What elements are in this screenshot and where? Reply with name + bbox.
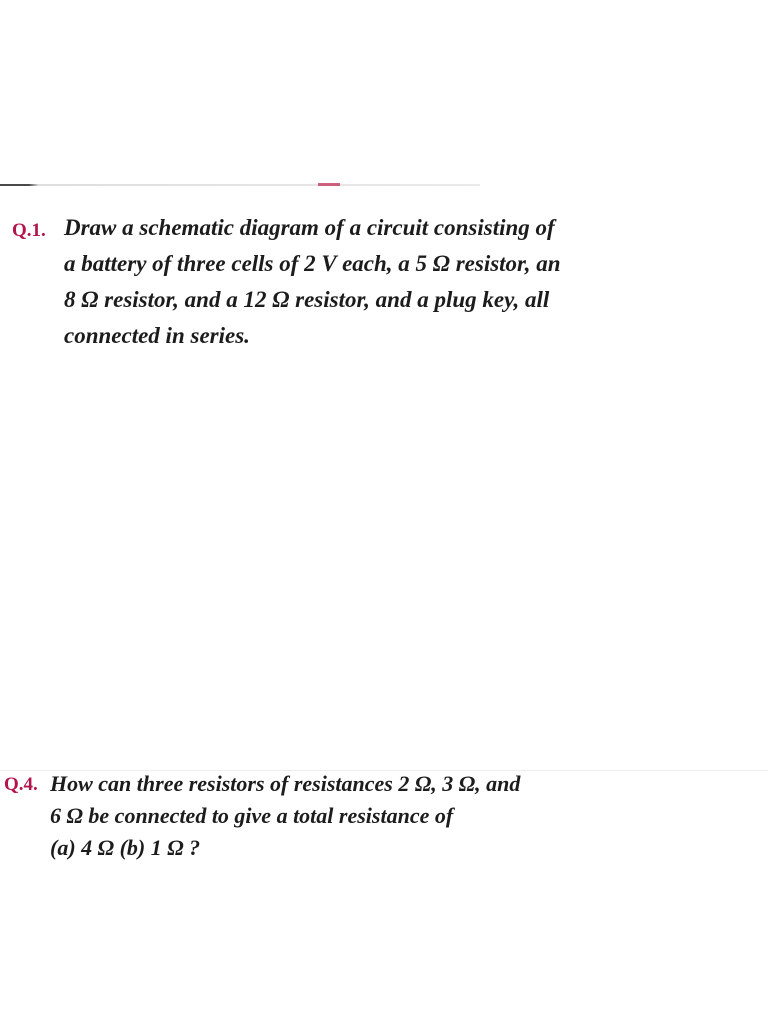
top-divider-accent [318,183,340,186]
question-4-number: Q.4. [4,774,38,795]
question-1-line: 8 Ω resistor, and a 12 Ω resistor, and a plug key, all [64,287,550,312]
question-4-line: (a) 4 Ω (b) 1 Ω ? [50,835,201,860]
question-1-line: a battery of three cells of 2 V each, a 5 Ω resistor, an [64,251,561,276]
question-1 [0,196,768,356]
question-4-text [50,768,670,864]
question-1-text [64,210,704,354]
question-4-line: How can three resistors of resistances 2 Ω, 3 Ω, and [50,771,521,796]
question-1-line: connected in series. [64,323,250,348]
question-1-number: Q.1. [12,220,46,241]
question-4-line: 6 Ω be connected to give a total resistance of [50,803,454,828]
question-1-line: Draw a schematic diagram of a circuit consisting of [64,215,555,240]
top-divider [0,184,480,186]
question-4 [0,760,768,880]
